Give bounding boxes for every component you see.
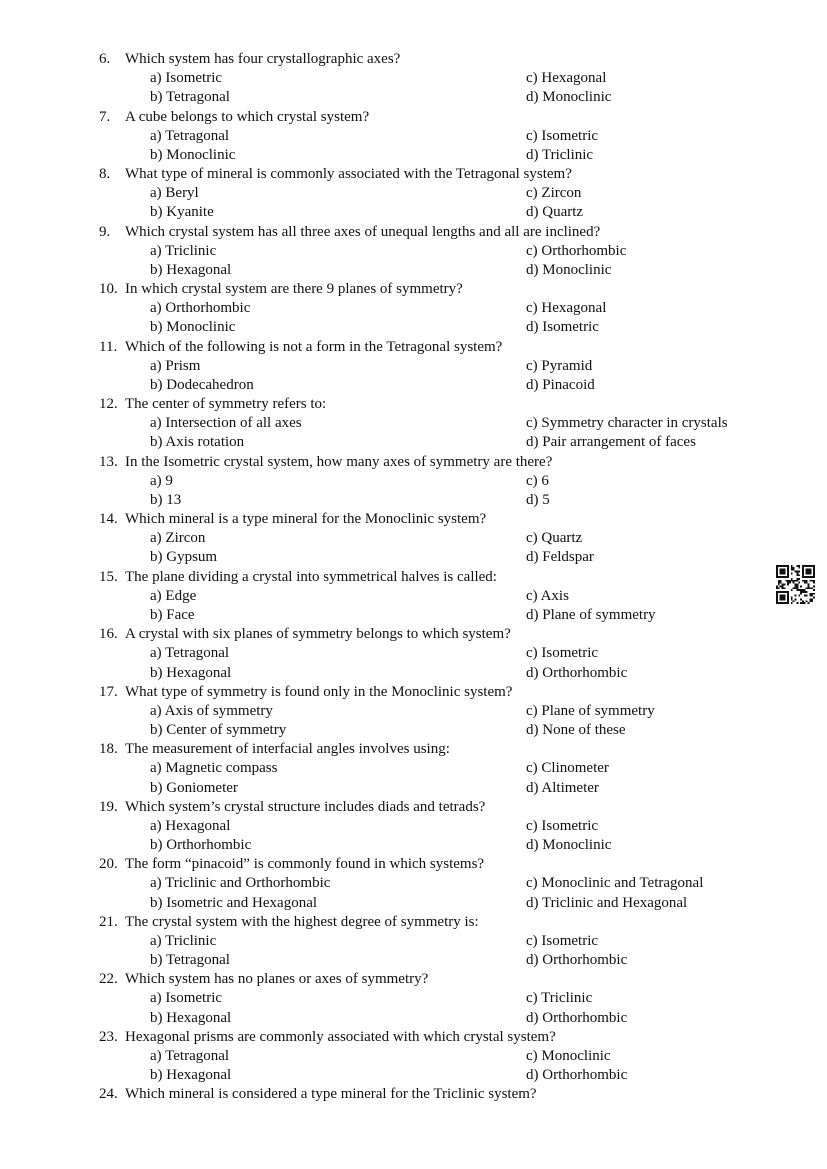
option-c: c) Pyramid — [526, 357, 593, 374]
option-d: d) 5 — [526, 491, 550, 508]
question-item — [99, 108, 779, 166]
question-number: 11. — [99, 338, 118, 355]
option-a: a) Edge — [150, 587, 197, 604]
option-row — [99, 1009, 779, 1028]
option-b: b) Gypsum — [150, 549, 218, 566]
option-row — [99, 779, 779, 798]
question-item — [99, 798, 779, 856]
option-d: d) Monoclinic — [526, 837, 612, 854]
option-c: c) Orthorhombic — [526, 242, 627, 259]
option-b: b) Hexagonal — [150, 664, 232, 681]
option-a: a) Zircon — [150, 530, 206, 547]
question-text: In the Isometric crystal system, how many axes of symmetry are there? — [125, 453, 553, 470]
question-text: Which crystal system has all three axes of unequal lengths and all are inclined? — [125, 223, 601, 240]
option-row — [99, 529, 779, 548]
option-c: c) 6 — [526, 472, 549, 489]
question-number: 13. — [99, 453, 118, 470]
question-line — [99, 108, 779, 127]
option-b: b) Kyanite — [150, 204, 214, 221]
option-row — [99, 664, 779, 683]
question-number: 15. — [99, 568, 118, 585]
question-item — [99, 568, 779, 626]
question-item — [99, 683, 779, 741]
question-line — [99, 970, 779, 989]
option-a: a) 9 — [150, 472, 173, 489]
option-row — [99, 472, 779, 491]
question-line — [99, 798, 779, 817]
option-row — [99, 817, 779, 836]
question-line — [99, 50, 779, 69]
question-number: 24. — [99, 1086, 118, 1103]
question-number: 6. — [99, 51, 111, 67]
option-b: b) Goniometer — [150, 779, 238, 796]
question-text: Which mineral is considered a type mineral for the Triclinic system? — [125, 1086, 537, 1103]
option-d: d) Pair arrangement of faces — [526, 434, 696, 451]
qr-code-icon — [776, 565, 815, 604]
question-text: The measurement of interfacial angles involves using: — [125, 741, 450, 758]
question-line — [99, 338, 779, 357]
question-text: A cube belongs to which crystal system? — [125, 108, 370, 125]
option-a: a) Magnetic compass — [150, 760, 278, 777]
question-line — [99, 223, 779, 242]
option-b: b) Isometric and Hexagonal — [150, 894, 318, 911]
question-line — [99, 1028, 779, 1047]
question-line — [99, 1085, 779, 1104]
option-row — [99, 203, 779, 222]
option-b: b) Hexagonal — [150, 1009, 232, 1026]
question-number: 21. — [99, 913, 118, 930]
question-item — [99, 223, 779, 281]
option-row — [99, 184, 779, 203]
question-text: What type of mineral is commonly associated with the Tetragonal system? — [125, 166, 572, 183]
option-row — [99, 721, 779, 740]
option-c: c) Hexagonal — [526, 300, 607, 317]
question-line — [99, 913, 779, 932]
option-b: b) Monoclinic — [150, 146, 236, 163]
option-c: c) Quartz — [526, 530, 583, 547]
option-a: a) Intersection of all axes — [150, 415, 302, 432]
question-item — [99, 740, 779, 798]
question-number: 9. — [99, 223, 111, 240]
option-b: b) Tetragonal — [150, 89, 230, 106]
option-c: c) Isometric — [526, 645, 599, 662]
question-line — [99, 625, 779, 644]
option-a: a) Isometric — [150, 990, 223, 1007]
option-row — [99, 242, 779, 261]
option-d: d) Feldspar — [526, 549, 594, 566]
option-a: a) Orthorhombic — [150, 300, 251, 317]
option-b: b) Face — [150, 606, 195, 623]
option-a: a) Tetragonal — [150, 127, 230, 144]
option-d: d) Altimeter — [526, 779, 599, 796]
question-number: 7. — [99, 108, 111, 125]
option-row — [99, 261, 779, 280]
question-number: 23. — [99, 1028, 118, 1045]
question-item — [99, 280, 779, 338]
option-row — [99, 127, 779, 146]
option-row — [99, 836, 779, 855]
option-b: b) Center of symmetry — [150, 722, 287, 739]
question-text: A crystal with six planes of symmetry belongs to which system? — [125, 626, 511, 643]
question-text: Which system’s crystal structure includes diads and tetrads? — [125, 798, 486, 815]
question-number: 20. — [99, 856, 118, 873]
question-line — [99, 280, 779, 299]
question-text: Hexagonal prisms are commonly associated with which crystal system? — [125, 1028, 556, 1045]
option-row — [99, 951, 779, 970]
question-number: 10. — [99, 281, 118, 298]
question-number: 16. — [99, 626, 118, 643]
option-row — [99, 433, 779, 452]
option-row — [99, 491, 779, 510]
question-line — [99, 683, 779, 702]
option-b: b) Hexagonal — [150, 261, 232, 278]
option-d: d) Triclinic and Hexagonal — [526, 894, 688, 911]
option-a: a) Triclinic — [150, 932, 217, 949]
option-c: c) Clinometer — [526, 760, 609, 777]
option-c: c) Isometric — [526, 817, 599, 834]
question-item — [99, 165, 779, 223]
question-item — [99, 913, 779, 971]
option-a: a) Axis of symmetry — [150, 702, 273, 719]
option-b: b) 13 — [150, 491, 182, 508]
option-c: c) Zircon — [526, 185, 582, 202]
question-line — [99, 165, 779, 184]
question-item — [99, 1085, 779, 1104]
question-line — [99, 453, 779, 472]
question-text: Which system has no planes or axes of symmetry? — [125, 971, 429, 988]
question-text: Which mineral is a type mineral for the Monoclinic system? — [125, 511, 487, 528]
question-item — [99, 510, 779, 568]
option-d: d) Pinacoid — [526, 376, 595, 393]
question-number: 17. — [99, 683, 118, 700]
question-number: 19. — [99, 798, 118, 815]
option-d: d) Orthorhombic — [526, 664, 628, 681]
option-row — [99, 88, 779, 107]
option-b: b) Tetragonal — [150, 952, 230, 969]
option-a: a) Triclinic and Orthorhombic — [150, 875, 331, 892]
question-text: The crystal system with the highest degree of symmetry is: — [125, 913, 479, 930]
option-b: b) Dodecahedron — [150, 376, 254, 393]
option-row — [99, 376, 779, 395]
question-number: 8. — [99, 166, 111, 183]
option-row — [99, 1047, 779, 1066]
option-c: c) Plane of symmetry — [526, 702, 655, 719]
question-line — [99, 855, 779, 874]
question-line — [99, 395, 779, 414]
option-d: d) None of these — [526, 722, 626, 739]
option-d: d) Monoclinic — [526, 89, 612, 106]
option-row — [99, 606, 779, 625]
question-item — [99, 338, 779, 396]
option-row — [99, 1066, 779, 1085]
option-b: b) Monoclinic — [150, 319, 236, 336]
option-row — [99, 414, 779, 433]
question-text: Which system has four crystallographic axes? — [125, 51, 401, 67]
option-row — [99, 69, 779, 88]
option-row — [99, 357, 779, 376]
option-c: c) Triclinic — [526, 990, 593, 1007]
option-d: d) Orthorhombic — [526, 952, 628, 969]
question-item — [99, 50, 779, 108]
option-b: b) Hexagonal — [150, 1067, 232, 1084]
option-c: c) Isometric — [526, 127, 599, 144]
question-item — [99, 1028, 779, 1086]
option-b: b) Orthorhombic — [150, 837, 252, 854]
option-c: c) Monoclinic — [526, 1047, 611, 1064]
option-d: d) Isometric — [526, 319, 599, 336]
option-row — [99, 587, 779, 606]
option-b: b) Axis rotation — [150, 434, 245, 451]
question-text: What type of symmetry is found only in the Monoclinic system? — [125, 683, 513, 700]
question-text: The form “pinacoid” is commonly found in which systems? — [125, 856, 485, 873]
question-number: 18. — [99, 741, 118, 758]
option-d: d) Orthorhombic — [526, 1067, 628, 1084]
question-line — [99, 740, 779, 759]
option-a: a) Tetragonal — [150, 645, 230, 662]
option-row — [99, 644, 779, 663]
question-text: The center of symmetry refers to: — [125, 396, 327, 413]
question-item — [99, 453, 779, 511]
question-item — [99, 855, 779, 913]
option-d: d) Plane of symmetry — [526, 606, 656, 623]
option-a: a) Tetragonal — [150, 1047, 230, 1064]
question-item — [99, 970, 779, 1028]
option-row — [99, 318, 779, 337]
question-item — [99, 395, 779, 453]
question-line — [99, 568, 779, 587]
option-c: c) Axis — [526, 587, 569, 604]
option-c: c) Hexagonal — [526, 70, 607, 87]
option-row — [99, 989, 779, 1008]
option-row — [99, 299, 779, 318]
option-a: a) Prism — [150, 357, 201, 374]
option-c: c) Monoclinic and Tetragonal — [526, 875, 704, 892]
question-line — [99, 510, 779, 529]
question-number: 22. — [99, 971, 118, 988]
option-row — [99, 702, 779, 721]
question-text: Which of the following is not a form in the Tetragonal system? — [125, 338, 503, 355]
option-d: d) Monoclinic — [526, 261, 612, 278]
option-row — [99, 932, 779, 951]
option-d: d) Triclinic — [526, 146, 594, 163]
option-row — [99, 759, 779, 778]
option-a: a) Hexagonal — [150, 817, 231, 834]
question-number: 12. — [99, 396, 118, 413]
option-row — [99, 894, 779, 913]
option-a: a) Isometric — [150, 70, 223, 87]
option-row — [99, 146, 779, 165]
option-row — [99, 874, 779, 893]
option-a: a) Beryl — [150, 185, 199, 202]
question-item — [99, 625, 779, 683]
option-d: d) Orthorhombic — [526, 1009, 628, 1026]
question-number: 14. — [99, 511, 118, 528]
option-d: d) Quartz — [526, 204, 584, 221]
option-c: c) Symmetry character in crystals — [526, 415, 728, 432]
option-a: a) Triclinic — [150, 242, 217, 259]
question-text: In which crystal system are there 9 planes of symmetry? — [125, 281, 463, 298]
option-row — [99, 548, 779, 567]
option-c: c) Isometric — [526, 932, 599, 949]
question-text: The plane dividing a crystal into symmetrical halves is called: — [125, 568, 497, 585]
question-list — [99, 50, 779, 1104]
